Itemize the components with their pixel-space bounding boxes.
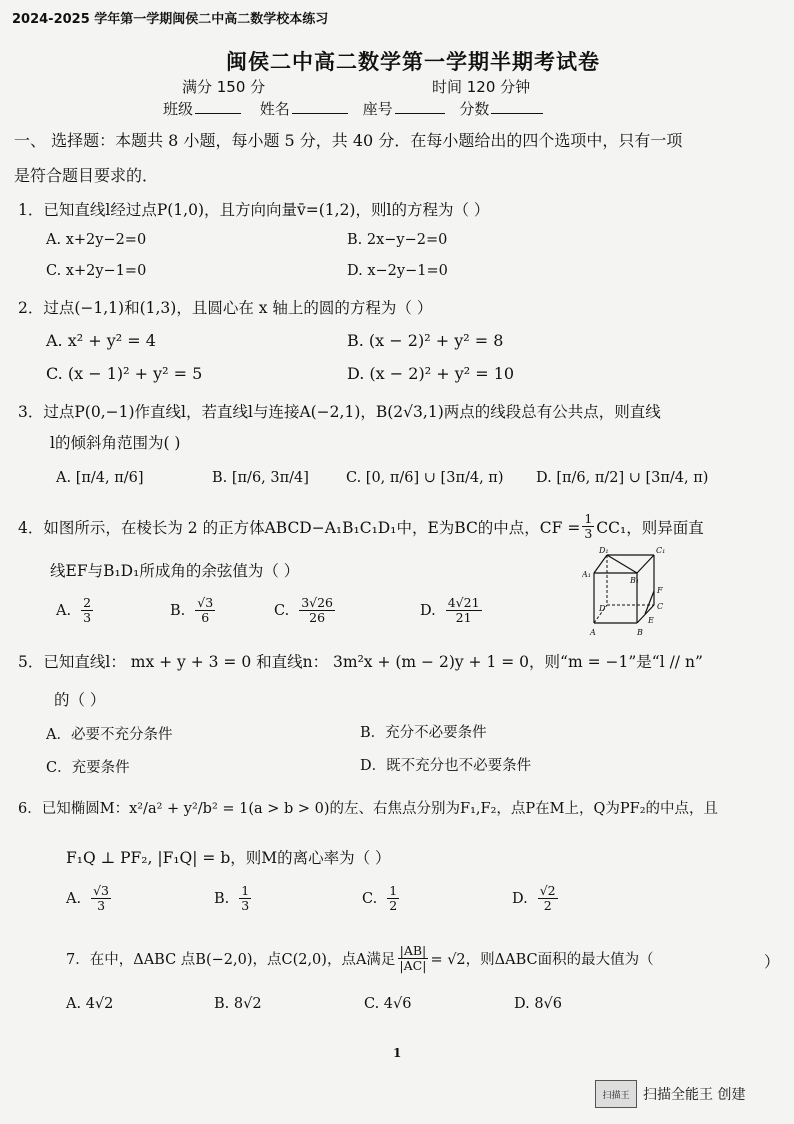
q4-d-num: 4√21 [447,595,480,610]
time-info: 时间 120 分钟 [432,78,531,96]
q2-stem: 2．过点(−1,1)和(1,3)，且圆心在 x 轴上的圆的方程为（ ） [18,299,433,317]
q4-d-label: D. [420,602,436,619]
label-f: F [657,586,663,595]
q7-ratio-den: |AC| [399,958,427,973]
seat-label: 座号 [362,100,393,118]
q4-d-den: 21 [455,610,472,625]
q6-d-label: D. [512,890,528,907]
scanner-footer-text: 扫描全能王 创建 [643,1087,746,1103]
q2-option-b[interactable]: B. (x − 2)² + y² = 8 [347,331,504,350]
label-d1: D₁ [599,546,609,555]
q7-stem-part2: = √2，则ΔABC面积的最大值为（ [430,952,654,968]
label-e: E [648,616,654,625]
q4-stem-part2: CC₁，则异面直 [596,518,704,537]
q4-c-label: C. [274,602,290,619]
q7-stem-close: ） [764,953,780,971]
q3-option-d[interactable]: D. [π/6, π/2] ∪ [3π/4, π) [536,470,709,486]
q4-option-d[interactable] [420,596,484,625]
q5-option-b[interactable]: B．充分不必要条件 [360,725,487,741]
q6-option-a[interactable] [66,884,113,913]
score-info: 满分 150 分 [182,78,266,96]
q6-a-num: √3 [93,883,110,898]
info-fields [163,98,543,119]
name-blank[interactable] [292,99,348,114]
q6-d-fraction [538,884,558,913]
label-b1: B₁ [630,576,640,585]
q4-a-label: A. [56,602,72,619]
q7-ratio-fraction [397,944,428,973]
q3-stem-line1: 3．过点P(0,−1)作直线l，若直线l与连接A(−2,1)，B(2√3,1)两点的线段总有公共点，则直线 [18,403,661,421]
label-b: B [637,628,643,637]
q7-option-b[interactable]: B. 8√2 [214,996,262,1012]
q7-option-a[interactable]: A. 4√2 [66,996,114,1012]
q6-b-label: B. [214,890,230,907]
q1-stem: 1．已知直线l经过点P(1,0)，且方向向量v̄=(1,2)，则l的方程为（ ） [18,201,490,219]
q3-stem-line2: l的倾斜角范围为( ) [50,434,181,452]
scanner-footer [595,1080,745,1108]
q5-option-c[interactable]: C．充要条件 [46,760,130,776]
q6-c-num: 1 [389,883,398,898]
class-blank[interactable] [195,99,241,114]
q4-a-den: 3 [83,610,92,625]
q4-b-label: B. [170,602,186,619]
q2-option-a[interactable]: A. x² + y² = 4 [46,331,156,350]
q1-option-a[interactable]: A. x+2y−2=0 [46,232,147,248]
q4-a-fraction [81,596,93,625]
label-d: D [599,604,606,613]
scanner-logo-icon: 扫描王 [595,1080,637,1108]
q5-stem-line1: 5．已知直线l： mx + y + 3 = 0 和直线n： 3m²x + (m − 2)y + 1 = 0，则“m = −1”是“l // n” [18,653,703,671]
q4-option-b[interactable] [170,596,217,625]
q7-ratio-num: |AB| [399,943,427,958]
q4-d-fraction [446,596,482,625]
label-c1: C₁ [656,546,666,555]
exam-header: 2024-2025 学年第一学期闽侯二中高二数学校本练习 [12,12,329,27]
q5-option-d[interactable]: D．既不充分也不必要条件 [360,758,532,774]
label-a1: A₁ [582,570,591,579]
q4-b-fraction [195,596,215,625]
score-label: 分数 [459,100,490,118]
seat-blank[interactable] [395,99,445,114]
q4-stem-line1 [18,512,704,541]
q6-option-d[interactable] [512,884,560,913]
q4-b-num: √3 [197,595,214,610]
q7-option-d[interactable]: D. 8√6 [514,996,563,1012]
page-number: 1 [393,1046,402,1060]
exam-title: 闽侯二中高二数学第一学期半期考试卷 [226,50,600,74]
edge-a1d1 [594,555,607,573]
q6-a-den: 3 [97,898,106,913]
q6-stem-line1: 6．已知椭圆M：x²/a² + y²/b² = 1(a > b > 0)的左、右焦点分别为F₁,F₂，点P在M上，Q为PF₂的中点，且 [18,801,719,817]
label-a: A [590,628,596,637]
q1-option-b[interactable]: B. 2x−y−2=0 [347,232,448,248]
q4-a-num: 2 [83,595,92,610]
q1-option-c[interactable]: C. x+2y−1=0 [46,263,147,279]
diag-d1b1 [607,555,637,573]
q6-c-label: C. [362,890,378,907]
q6-stem-line2: F₁Q ⊥ PF₂, |F₁Q| = b，则M的离心率为（ ） [66,849,391,867]
q6-c-den: 2 [389,898,398,913]
q6-c-fraction [387,884,399,913]
q1-option-d[interactable]: D. x−2y−1=0 [347,263,448,279]
q4-stem-part1: 4．如图所示，在棱长为 2 的正方体ABCD−A₁B₁C₁D₁中，E为BC的中点，CF = [18,518,581,537]
section-instructions-line2: 是符合题目要求的． [14,166,159,185]
label-c: C [657,602,664,611]
q6-d-num: √2 [539,883,556,898]
q6-b-fraction [239,884,251,913]
q4-c-den: 26 [309,610,326,625]
section-instructions-line1: 一、 选择题：本题共 8 小题，每小题 5 分，共 40 分．在每小题给出的四个选项中，只有一项 [14,131,683,150]
q6-d-den: 2 [543,898,552,913]
q4-cf-fraction [582,512,594,541]
q4-cf-num: 1 [584,511,593,526]
q5-option-a[interactable]: A．必要不充分条件 [46,727,173,743]
name-label: 姓名 [259,100,290,118]
q7-stem-part1: 7．在中，ΔABC 点B(−2,0)，点C(2,0)，点A满足 [66,952,396,968]
class-label: 班级 [163,100,194,118]
q6-a-label: A. [66,890,82,907]
q6-option-c[interactable] [362,884,401,913]
q4-c-fraction [299,596,335,625]
q5-stem-line2: 的（ ） [54,691,106,709]
q7-option-c[interactable]: C. 4√6 [364,996,412,1012]
q3-option-b[interactable]: B. [π/6, 3π/4] [212,470,309,486]
score-blank[interactable] [491,99,543,114]
cube-figure [582,545,682,641]
q6-option-b[interactable] [214,884,253,913]
q7-stem [66,944,654,973]
q6-b-den: 3 [241,898,250,913]
q4-stem-line2: 线EF与B₁D₁所成角的余弦值为（ ） [50,562,300,580]
q2-option-c[interactable]: C. (x − 1)² + y² = 5 [46,364,203,383]
q2-option-d[interactable]: D. (x − 2)² + y² = 10 [347,364,515,383]
q4-option-a[interactable] [56,596,95,625]
q6-b-num: 1 [241,883,250,898]
q4-c-num: 3√26 [301,595,334,610]
q4-cf-den: 3 [584,526,593,541]
edge-b1c1 [637,555,654,573]
q4-option-c[interactable] [274,596,337,625]
q3-option-c[interactable]: C. [0, π/6] ∪ [3π/4, π) [346,470,504,486]
q4-b-den: 6 [201,610,210,625]
q3-option-a[interactable]: A. [π/4, π/6] [56,470,144,486]
q6-a-fraction [91,884,111,913]
